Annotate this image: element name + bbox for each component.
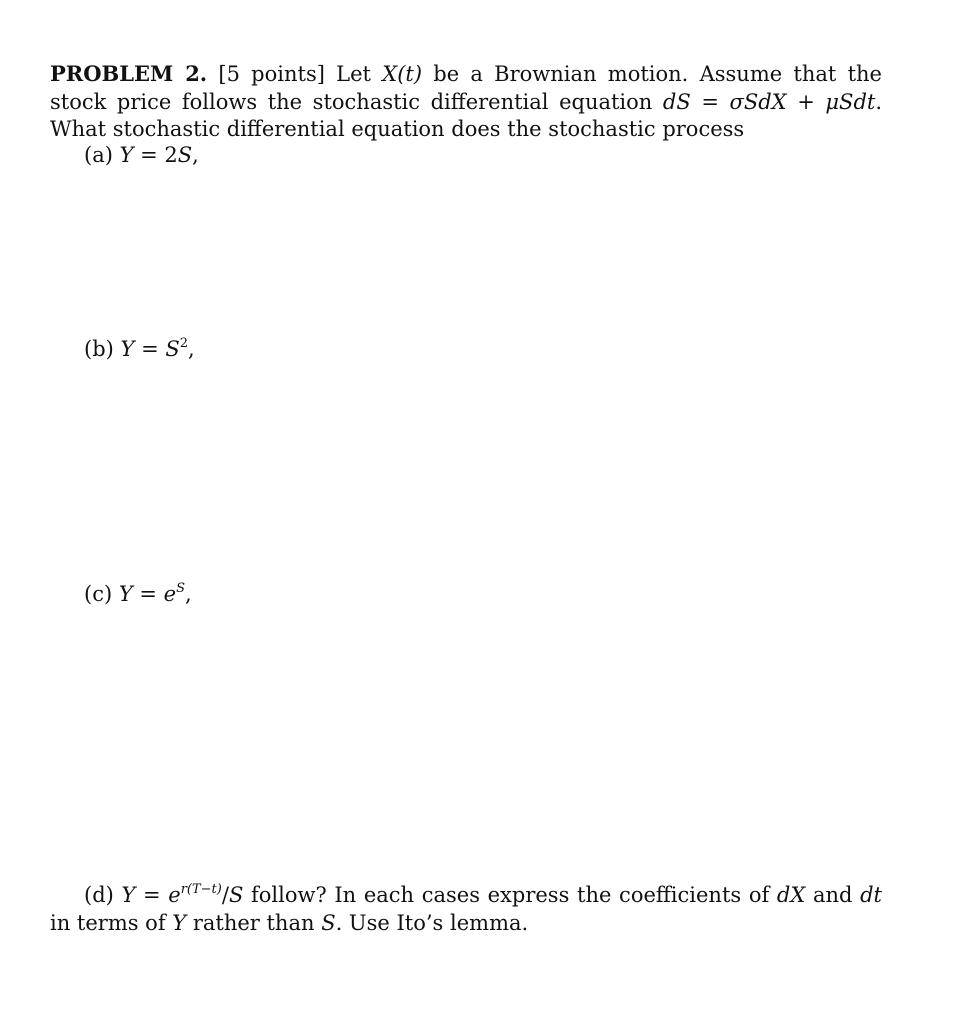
intro-text-3: . What stochastic differential equation does the stochastic process <box>50 89 883 141</box>
part-c-equals: = <box>132 582 164 606</box>
part-c-end: , <box>185 582 192 606</box>
problem-heading: PROBLEM 2. <box>50 61 208 86</box>
intro-text-1: Let <box>324 62 383 86</box>
part-c-exponent: S <box>176 581 185 596</box>
part-d-text-2: and <box>805 883 861 907</box>
part-d-dt: dt <box>860 883 882 907</box>
sde-plus: + <box>786 89 826 114</box>
part-d-text-1: follow? In each cases express the coefficients of <box>243 883 777 907</box>
part-d-text-4: rather than <box>186 910 322 935</box>
part-b-exponent: 2 <box>179 336 189 351</box>
problem-points: [5 points] <box>218 62 325 86</box>
part-d-y: Y <box>121 883 136 907</box>
sde-lhs: dS <box>662 89 691 114</box>
intro-text-2: be a Brownian motion. Assume that the stock price follows the stochastic differential equation <box>50 62 882 114</box>
part-b-label: (b) <box>84 337 121 361</box>
part-d <box>50 882 882 937</box>
part-a-y: Y <box>119 143 134 167</box>
part-c-e: e <box>163 582 177 606</box>
part-d-dx: dX <box>776 883 806 907</box>
part-d-text-5: . Use Ito’s lemma. <box>335 910 529 935</box>
brownian-variable: X <box>382 62 398 86</box>
part-b-equals: = <box>134 337 166 361</box>
part-c-y: Y <box>118 582 133 606</box>
part-b-end: , <box>188 337 195 361</box>
part-d-s-second: S <box>321 910 336 935</box>
sde-drift-term: μSdt <box>825 89 876 114</box>
part-d-e: e <box>168 883 181 907</box>
part-b-y: Y <box>120 337 135 361</box>
problem-statement <box>50 60 882 144</box>
sde-equals: = <box>690 89 730 114</box>
part-c <box>84 581 192 609</box>
part-d-s: S <box>228 883 244 907</box>
part-a-equals: = 2 <box>133 143 178 167</box>
part-b-s: S <box>165 337 180 361</box>
part-b <box>84 336 195 364</box>
part-a-s: S <box>177 143 193 167</box>
part-a <box>84 142 199 170</box>
brownian-argument: (t) <box>397 62 423 86</box>
part-d-equals: = <box>135 883 169 907</box>
part-a-end: , <box>192 143 199 167</box>
part-d-exponent: r(T−t) <box>180 882 222 897</box>
part-d-slash: / <box>221 883 229 907</box>
part-d-y-second: Y <box>172 910 187 935</box>
part-c-label: (c) <box>84 582 119 606</box>
part-d-label: (d) <box>84 883 122 907</box>
sde-diffusion-term: σSdX <box>729 89 787 114</box>
part-a-label: (a) <box>84 143 120 167</box>
part-d-text-3: in terms of <box>50 910 173 935</box>
